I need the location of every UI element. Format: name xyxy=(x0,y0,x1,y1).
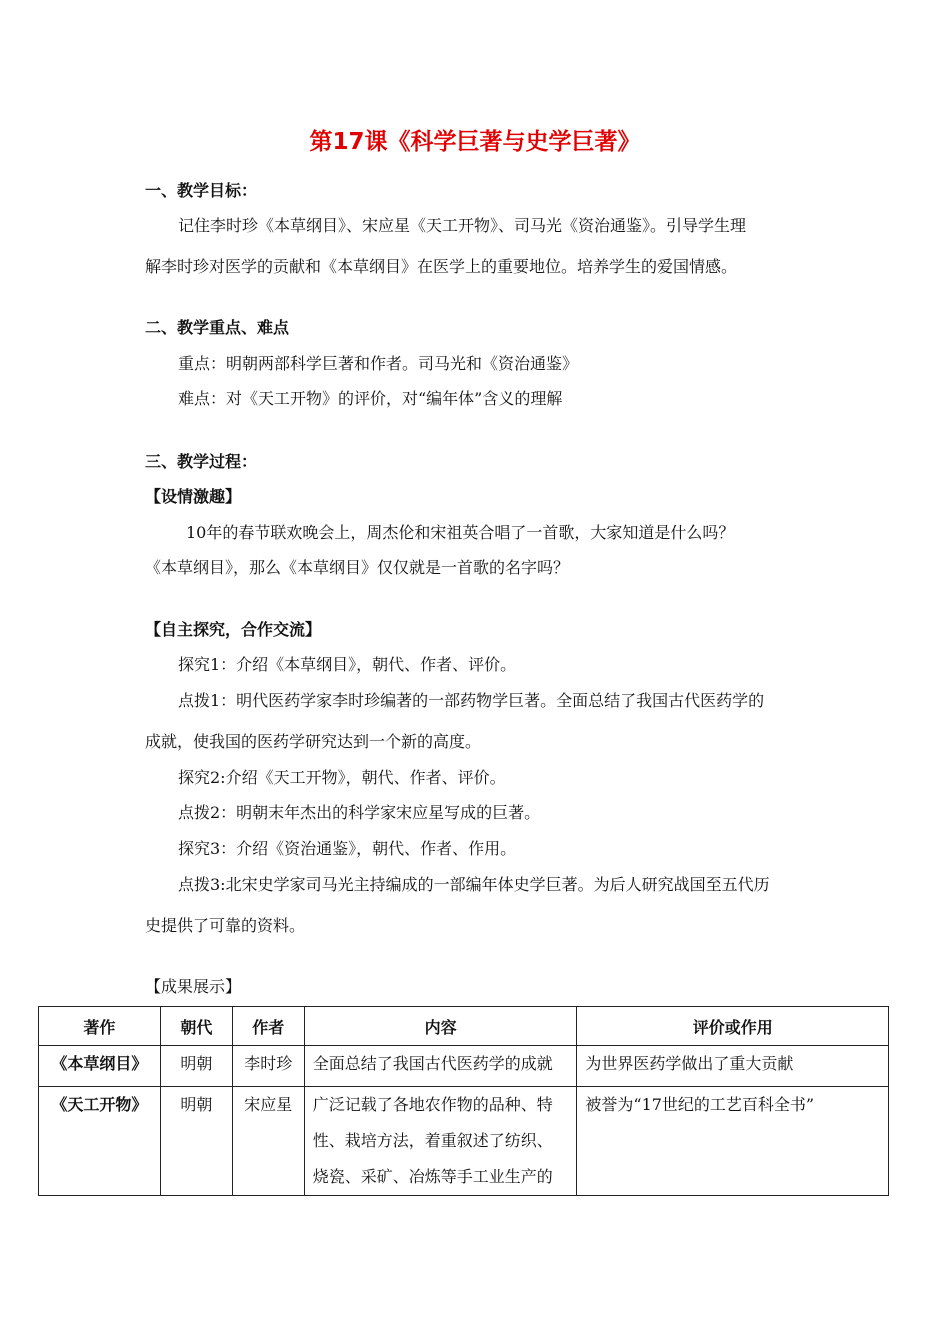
table-header-cell: 作者 xyxy=(232,1007,304,1046)
results-table xyxy=(38,1006,889,1196)
hint-1-line-1: 点拨1：明代医药学家李时珍编著的一部药物学巨著。全面总结了我国古代医药学的 xyxy=(178,691,765,710)
table-header-cell: 著作 xyxy=(39,1007,161,1046)
table-cell-content: 全面总结了我国古代医药学的成就 xyxy=(304,1046,577,1087)
objectives-line-2: 解李时珍对医学的贡献和《本草纲目》在医学上的重要地位。培养学生的爱国情感。 xyxy=(145,257,738,276)
key-point-text: 重点：明朝两部科学巨著和作者。司马光和《资治通鉴》 xyxy=(178,354,579,373)
table-cell-evaluation: 为世界医药学做出了重大贡献 xyxy=(577,1046,889,1087)
table-header-cell: 评价或作用 xyxy=(577,1007,889,1046)
results-heading: 【成果展示】 xyxy=(145,977,242,996)
table-cell-dynasty: 明朝 xyxy=(160,1087,232,1196)
explore-2: 探究2:介绍《天工开物》，朝代、作者、评价。 xyxy=(178,768,506,787)
table-header-cell: 朝代 xyxy=(160,1007,232,1046)
table-cell-work: 《天工开物》 xyxy=(39,1087,161,1196)
explore-heading: 【自主探究，合作交流】 xyxy=(145,620,322,639)
hint-3-line-1: 点拨3:北宋史学家司马光主持编成的一部编年体史学巨著。为后人研究战国至五代历 xyxy=(178,875,770,894)
table-row xyxy=(39,1087,889,1196)
table-cell-dynasty: 明朝 xyxy=(160,1046,232,1087)
objectives-line-1: 记住李时珍《本草纲目》、宋应星《天工开物》、司马光《资治通鉴》。引导学生理 xyxy=(178,216,747,235)
hint-3-line-2: 史提供了可靠的资料。 xyxy=(145,916,306,935)
table-cell-work: 《本草纲目》 xyxy=(39,1046,161,1087)
intro-heading: 【设情激趣】 xyxy=(145,487,242,506)
table-cell-author: 李时珍 xyxy=(232,1046,304,1087)
table-cell-content: 广泛记载了各地农作物的品种、特性、栽培方法，着重叙述了纺织、烧瓷、采矿、冶炼等手工业生产的 xyxy=(304,1087,577,1196)
hint-2: 点拨2：明朝末年杰出的科学家宋应星写成的巨著。 xyxy=(178,803,541,822)
section-heading-key-points: 二、教学重点、难点 xyxy=(145,318,290,337)
intro-line-2: 《本草纲目》，那么《本草纲目》仅仅就是一首歌的名字吗？ xyxy=(145,558,570,577)
table-header-cell: 内容 xyxy=(304,1007,577,1046)
section-heading-objectives: 一、教学目标： xyxy=(145,181,258,200)
explore-1: 探究1：介绍《本草纲目》，朝代、作者、评价。 xyxy=(178,655,517,674)
table-cell-evaluation: 被誉为“17世纪的工艺百科全书” xyxy=(577,1087,889,1196)
table-cell-author: 宋应星 xyxy=(232,1087,304,1196)
page-title: 第17课《科学巨著与史学巨著》 xyxy=(309,129,641,155)
table-row xyxy=(39,1046,889,1087)
explore-3: 探究3：介绍《资治通鉴》，朝代、作者、作用。 xyxy=(178,839,517,858)
difficult-point-text: 难点：对《天工开物》的评价，对“编年体”含义的理解 xyxy=(178,389,563,408)
hint-1-line-2: 成就，使我国的医药学研究达到一个新的高度。 xyxy=(145,732,482,751)
intro-line-1: 10年的春节联欢晚会上，周杰伦和宋祖英合唱了一首歌，大家知道是什么吗？ xyxy=(186,523,735,542)
table-header-row xyxy=(39,1007,889,1046)
section-heading-process: 三、教学过程： xyxy=(145,452,258,471)
